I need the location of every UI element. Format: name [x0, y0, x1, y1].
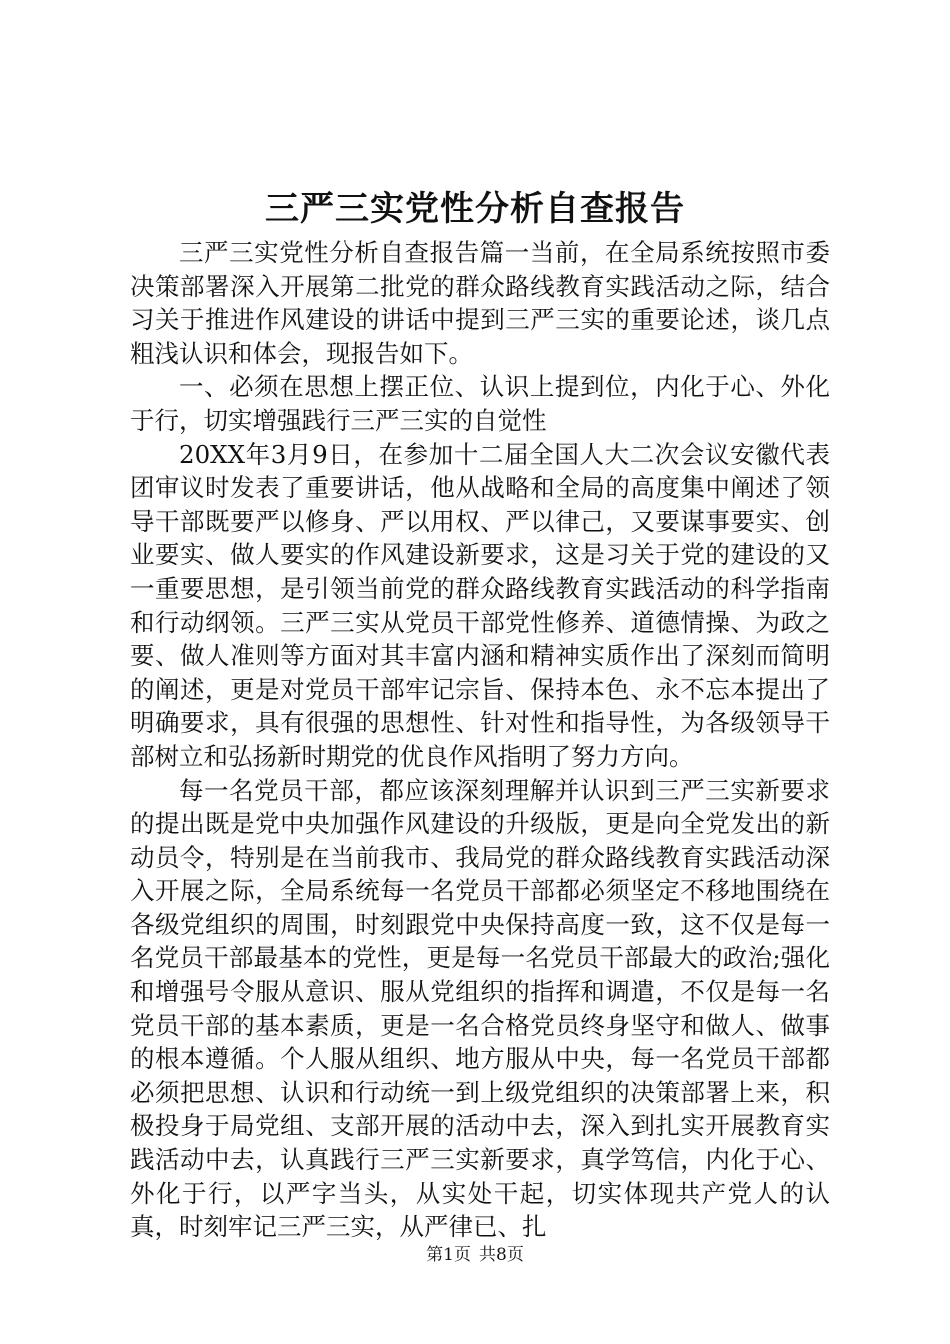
paragraph-section-heading: 一、必须在思想上摆正位、认识上提到位，内化于心、外化于行，切实增强践行三严三实的自觉性	[130, 372, 830, 435]
page-number: 第1页	[426, 1245, 471, 1265]
paragraph-intro: 三严三实党性分析自查报告篇一当前，在全局系统按照市委决策部署深入开展第二批党的群众路线教育实践活动之际，结合习关于推进作风建设的讲话中提到三严三实的重要论述，谈几点粗浅认识和体会，现报告如下。	[130, 238, 830, 368]
paragraph-speech: 20XX年3月9日，在参加十二届全国人大二次会议安徽代表团审议时发表了重要讲话，他从战略和全局的高度集中阐述了领导干部既要严以修身、严以用权、严以律己，又要谋事要实、创业要实、做人要实的作风建设新要求，这是习关于党的建设的又一重要思想，是引领当前党的群众路线教育实践活动的科学指南和行动纲领。三严三实从党员干部党性修养、道德情操、为政之要、做人准则等方面对其丰富内涵和精神实质作出了深刻而简明的阐述，更是对党员干部牢记宗旨、保持本色、永不忘本提出了明确要求，具有很强的思想性、针对性和指导性，为各级领导干部树立和弘扬新时期党的优良作风指明了努力方向。	[130, 439, 830, 771]
page-total: 共8页	[479, 1245, 524, 1265]
document-title: 三严三实党性分析自查报告	[265, 189, 685, 229]
document-body	[130, 236, 830, 1244]
page-footer	[0, 1243, 950, 1267]
paragraph-party-members: 每一名党员干部，都应该深刻理解并认识到三严三实新要求的提出既是党中央加强作风建设的升级版，更是向全党发出的新动员令，特别是在当前我市、我局党的群众路线教育实践活动深入开展之际，全局系统每一名党员干部都必须坚定不移地围绕在各级党组织的周围，时刻跟党中央保持高度一致，这不仅是每一名党员干部最基本的党性，更是每一名党员干部最大的政治;强化和增强号令服从意识、服从党组织的指挥和调遣，不仅是每一名党员干部的基本素质，更是一名合格党员终身坚守和做人、做事的根本遵循。个人服从组织、地方服从中央，每一名党员干部都必须把思想、认识和行动统一到上级党组织的决策部署上来，积极投身于局党组、支部开展的活动中去，深入到扎实开展教育实践活动中去，认真践行三严三实新要求，真学笃信，内化于心、外化于行，以严字当头，从实处干起，切实体现共产党人的认真，时刻牢记三严三实，从严律已、扎	[130, 775, 830, 1242]
